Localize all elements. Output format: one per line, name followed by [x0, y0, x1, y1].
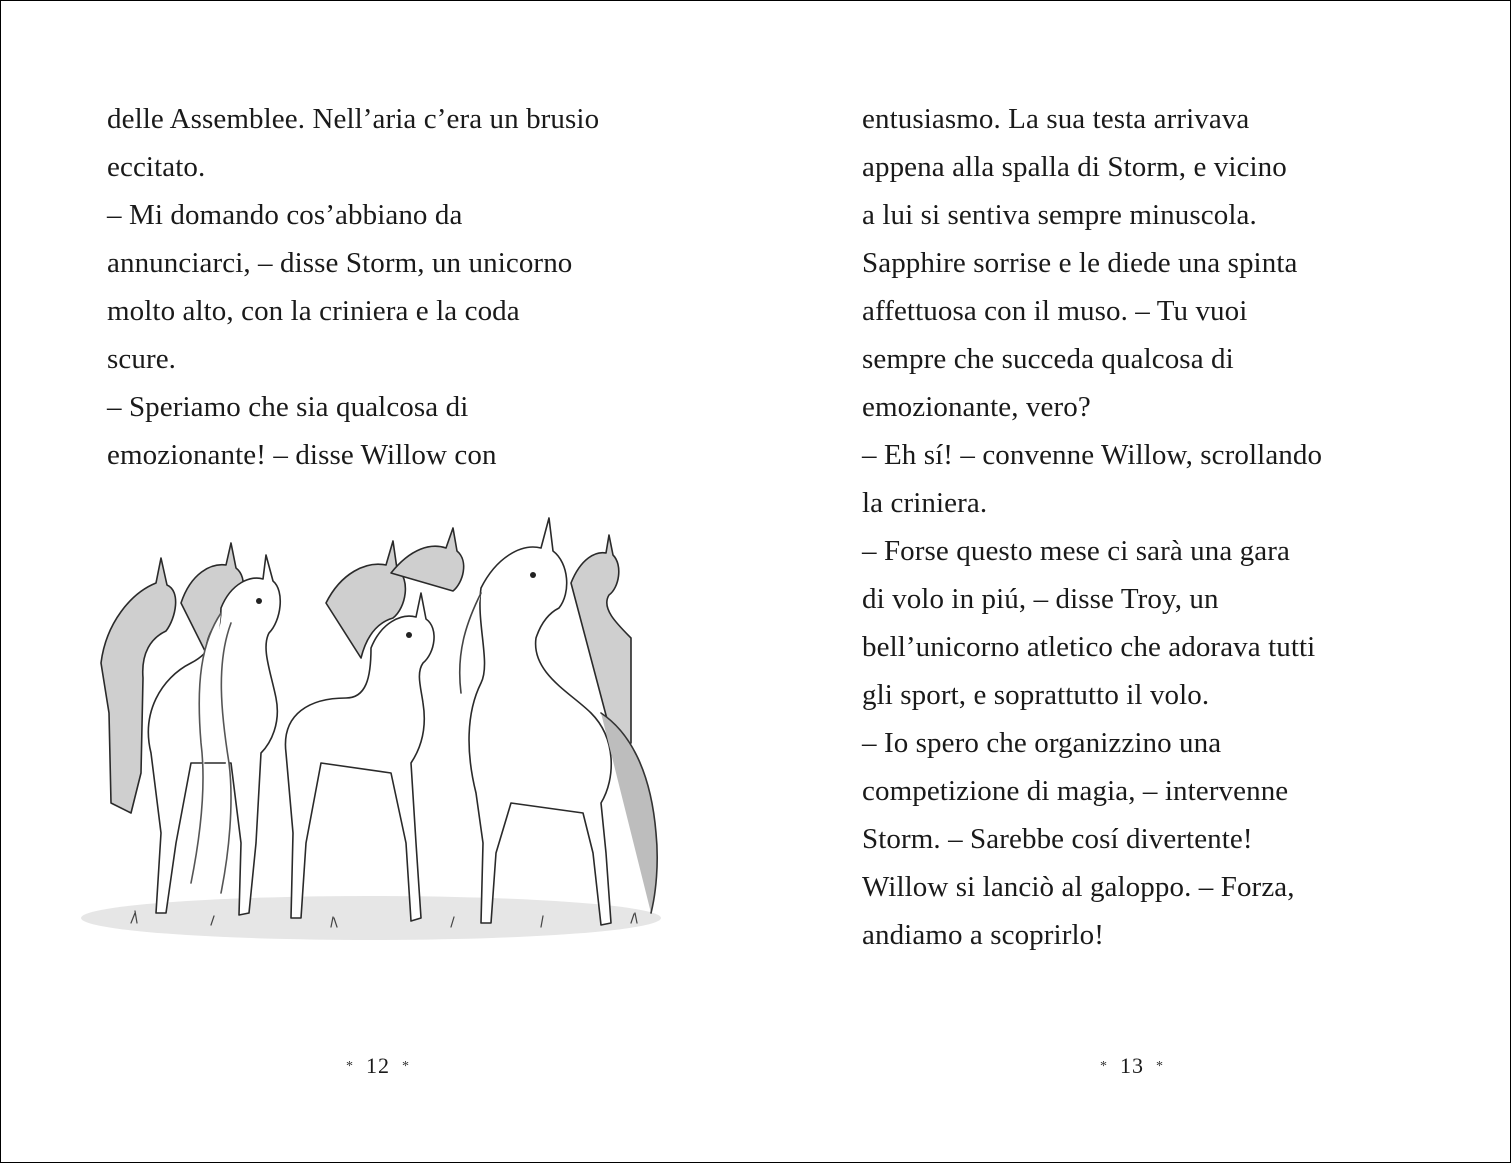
page-number: 13 — [1120, 1053, 1144, 1078]
text-line: – Mi domando cos’abbiano da — [107, 199, 463, 231]
text-line: la criniera. — [862, 487, 988, 519]
text-line: di volo in piú, – disse Troy, un — [862, 583, 1219, 615]
text-line: appena alla spalla di Storm, e vicino — [862, 151, 1287, 183]
page-number-right — [1032, 1051, 1232, 1082]
text-line: sempre che succeda qualcosa di — [862, 343, 1234, 375]
text-line: andiamo a scoprirlo! — [862, 919, 1104, 951]
text-line: a lui si sentiva sempre minuscola. — [862, 199, 1257, 231]
text-line: – Speriamo che sia qualcosa di — [107, 391, 469, 423]
text-line: annunciarci, – disse Storm, un unicorno — [107, 247, 573, 279]
star-ornament: * — [346, 1059, 354, 1074]
text-line: Storm. – Sarebbe cosí divertente! — [862, 823, 1253, 855]
star-ornament: * — [1100, 1059, 1108, 1074]
star-ornament: * — [1156, 1059, 1164, 1074]
text-line: delle Assemblee. Nell’aria c’era un brusio — [107, 103, 600, 135]
left-page — [1, 1, 756, 1162]
text-line: – Forse questo mese ci sarà una gara — [862, 535, 1290, 567]
right-page-text — [862, 95, 1462, 959]
text-line: molto alto, con la criniera e la coda — [107, 295, 520, 327]
unicorn-herd-illustration — [71, 513, 681, 953]
right-page — [756, 1, 1511, 1162]
page-number-left — [278, 1051, 478, 1082]
text-line: affettuosa con il muso. – Tu vuoi — [862, 295, 1248, 327]
star-ornament: * — [402, 1059, 410, 1074]
page-number: 12 — [366, 1053, 390, 1078]
text-line: – Io spero che organizzino una — [862, 727, 1222, 759]
left-page-text — [107, 95, 707, 479]
text-line: emozionante, vero? — [862, 391, 1091, 423]
text-line: emozionante! – disse Willow con — [107, 439, 497, 471]
text-line: eccitato. — [107, 151, 206, 183]
text-line: entusiasmo. La sua testa arrivava — [862, 103, 1250, 135]
text-line: Willow si lanciò al galoppo. – Forza, — [862, 871, 1295, 903]
text-line: scure. — [107, 343, 177, 375]
text-line: Sapphire sorrise e le diede una spinta — [862, 247, 1298, 279]
text-line: gli sport, e soprattutto il volo. — [862, 679, 1210, 711]
text-line: competizione di magia, – intervenne — [862, 775, 1289, 807]
text-line: – Eh sí! – convenne Willow, scrollando — [862, 439, 1323, 471]
text-line: bell’unicorno atletico che adorava tutti — [862, 631, 1316, 663]
